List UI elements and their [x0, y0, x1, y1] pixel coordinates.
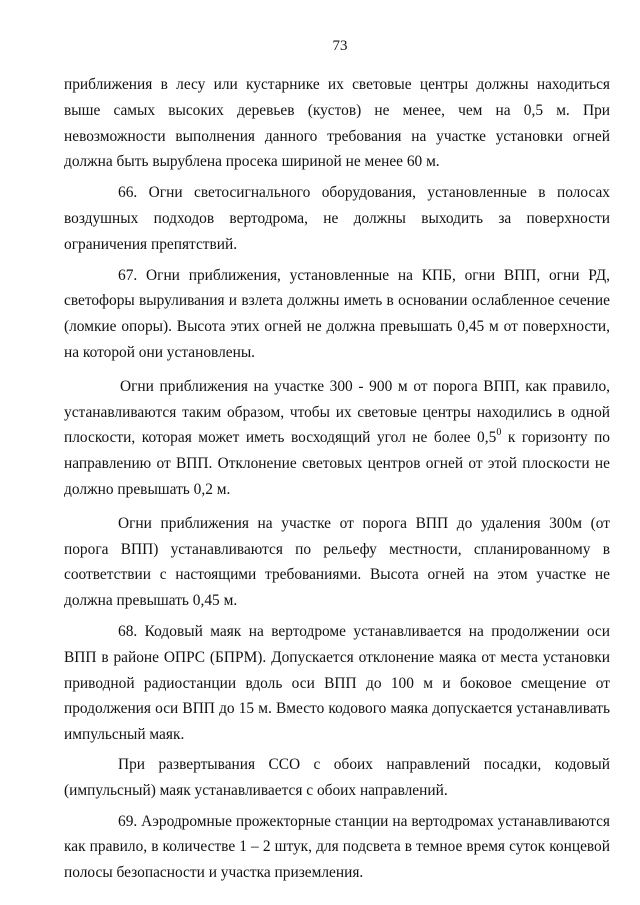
paragraph-code-beacon-both-directions: При развертывания ССО с обоих направлений посадки, кодовый (импульсный) маяк устанавливается с обоих направлений. — [64, 755, 610, 799]
paragraph-66: 66. Огни светосигнального оборудования, установленные в полосах воздушных подходов вертодрома, не должны выходить за поверхности ограничения препятствий. — [64, 184, 610, 253]
paragraph-approach-lights-300m: Огни приближения на участке от порога ВПП до удаления 300м (от порога ВПП) устанавливаются по рельефу местности, спланированному в соответствии с настоящими требованиями. Высота огней на этом участке не должна превышать 0,45 м. — [64, 514, 610, 610]
degree-superscript: 0 — [496, 427, 502, 439]
paragraph-approach-lights-300-900 — [64, 374, 610, 503]
paragraph-text-part: Огни приближения на участке 300 - 900 м от порога ВПП, как правило, устанавливаются таким образом, чтобы их световые центры находились в одной плоскости, которая может иметь восходящий угол не более 0,5 — [64, 377, 610, 447]
paragraph-67: 67. Огни приближения, установленные на КПБ, огни ВПП, огни РД, светофоры выруливания и взлета должны иметь в основании ослабленное сечение (ломкие опоры). Высота этих огней не должна превышать 0,45 м от поверхности, на которой они установлены. — [64, 266, 610, 361]
paragraph-69: 69. Аэродромные прожекторные станции на вертодромах устанавливаются как правило, в количестве 1 – 2 штук, для подсвета в темное время суток концевой полосы безопасности и участка приземления. — [64, 812, 610, 882]
paragraph-text-part: к горизонту по направлению от ВПП. Отклонение световых центров огней от этой плоскости не должно превышать 0,2 м. — [64, 429, 611, 498]
paragraph-continuation: приближения в лесу или кустарнике их световые центры должны находиться выше самых высоких деревьев (кустов) не менее, чем на 0,5 м. При невозможности выполнения данного требования на участке установки огней должна быть вырублена просека шириной не менее 60 м. — [64, 76, 610, 171]
paragraph-68: 68. Кодовый маяк на вертодроме устанавливается на продолжении оси ВПП в районе ОПРС (БПРМ). Допускается отклонение маяка от места установки приводной радиостанции вдоль оси ВПП до 100 м и боковое смещение от продолжения оси ВПП до 15 м. Вместо кодового маяка допускается устанавливать импульсный маяк. — [64, 622, 610, 744]
document-body — [64, 72, 610, 886]
page-number: 73 — [332, 38, 348, 54]
